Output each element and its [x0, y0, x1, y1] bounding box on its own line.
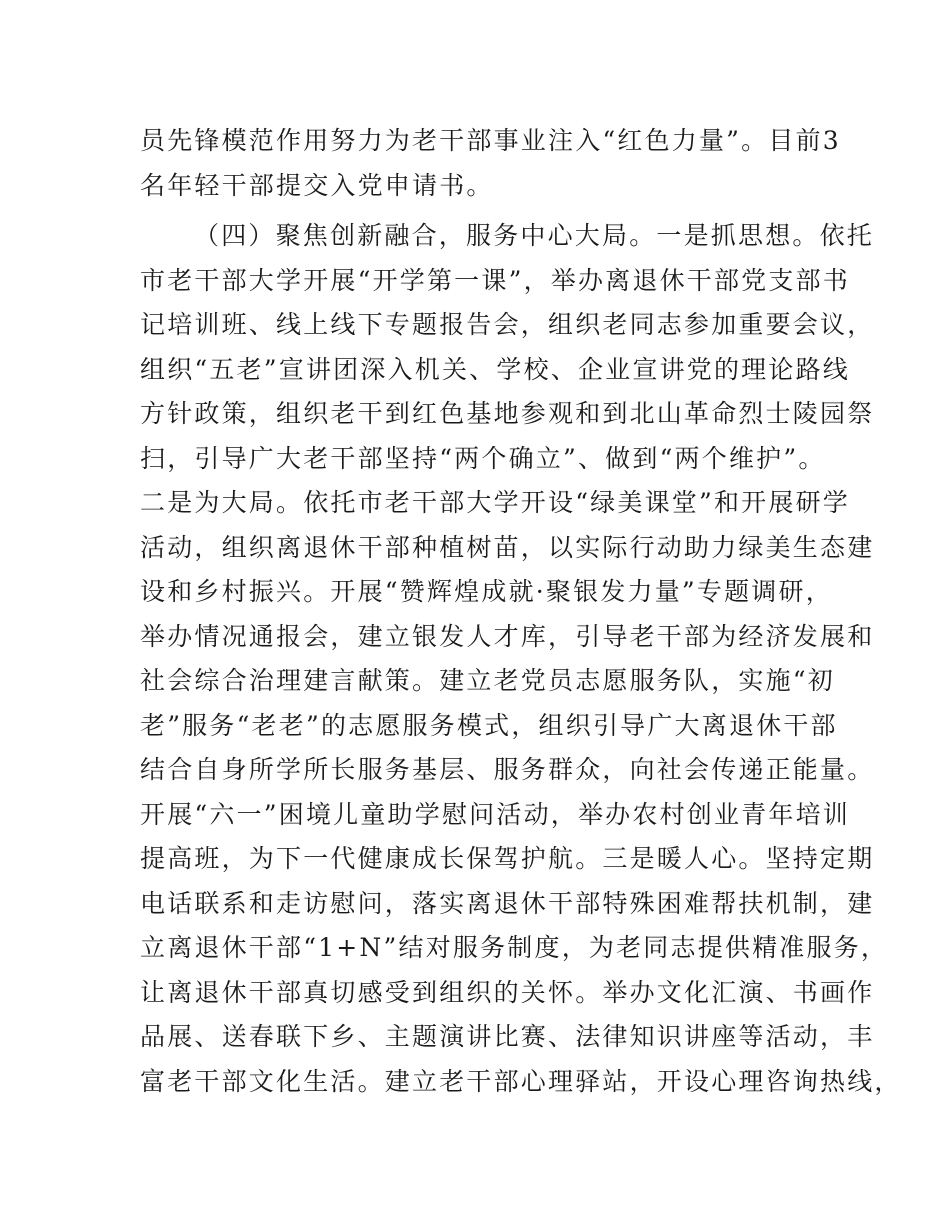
paragraph-line: 老”服务“老老”的志愿服务模式，组织引导广大离退休干部: [140, 710, 838, 740]
paragraph-1: [140, 119, 841, 208]
paragraph-line: 二是为大局。依托市老干部大学开设“绿美课堂”和开展研学: [140, 488, 850, 517]
paragraph-line: 名年轻干部提交入党申请书。: [140, 170, 494, 200]
paragraph-line: 市老干部大学开展“开学第一课”，举办离退休干部党支部书: [140, 265, 850, 295]
paragraph-line: 员先锋模范作用努力为老干部事业注入“红色力量”。目前3: [140, 126, 841, 155]
paragraph-line: 富老干部文化生活。建立老干部心理驿站，开设心理咨询热线，: [140, 1066, 902, 1096]
paragraph-line: 让离退休干部真切感受到组织的关怀。举办文化汇演、书画作: [140, 977, 875, 1007]
paragraph-line: 结合自身所学所长服务基层、服务群众，向社会传递正能量。: [140, 755, 875, 784]
paragraph-line: 活动，组织离退休干部种植树苗，以实际行动助力绿美生态建: [140, 532, 875, 562]
paragraph-line: 设和乡村振兴。开展“赞辉煌成就·聚银发力量”专题调研，: [140, 577, 833, 606]
paragraph-line: 方针政策，组织老干到红色基地参观和到北山革命烈士陵园祭: [140, 399, 875, 428]
paragraph-line: 品展、送春联下乡、主题演讲比赛、法律知识讲座等活动，丰: [140, 1022, 875, 1051]
paragraph-line: 扫，引导广大老干部坚持“两个确立”、做到“两个维护”。: [140, 443, 826, 473]
paragraph-line: 社会综合治理建言献策。建立老党员志愿服务队，实施“初: [140, 666, 835, 695]
paragraph-line: 举办情况通报会，建立银发人才库，引导老干部为经济发展和: [140, 621, 875, 651]
paragraph-line: 开展“六一”困境儿童助学慰问活动，举办农村创业青年培训: [140, 799, 850, 829]
paragraph-line: （四）聚焦创新融合，服务中心大局。一是抓思想。依托: [194, 221, 875, 250]
paragraph-line: 电话联系和走访慰问，落实离退休干部特殊困难帮扶机制，建: [140, 888, 875, 918]
paragraph-2: [140, 214, 902, 1104]
paragraph-line: 组织“五老”宣讲团深入机关、学校、企业宣讲党的理论路线: [140, 354, 850, 384]
paragraph-line: 立离退休干部“1+N”结对服务制度，为老同志提供精准服务，: [140, 933, 889, 962]
paragraph-line: 提高班，为下一代健康成长保驾护航。三是暖人心。坚持定期: [140, 844, 875, 873]
paragraph-line: 记培训班、线上线下专题报告会，组织老同志参加重要会议，: [140, 310, 875, 339]
